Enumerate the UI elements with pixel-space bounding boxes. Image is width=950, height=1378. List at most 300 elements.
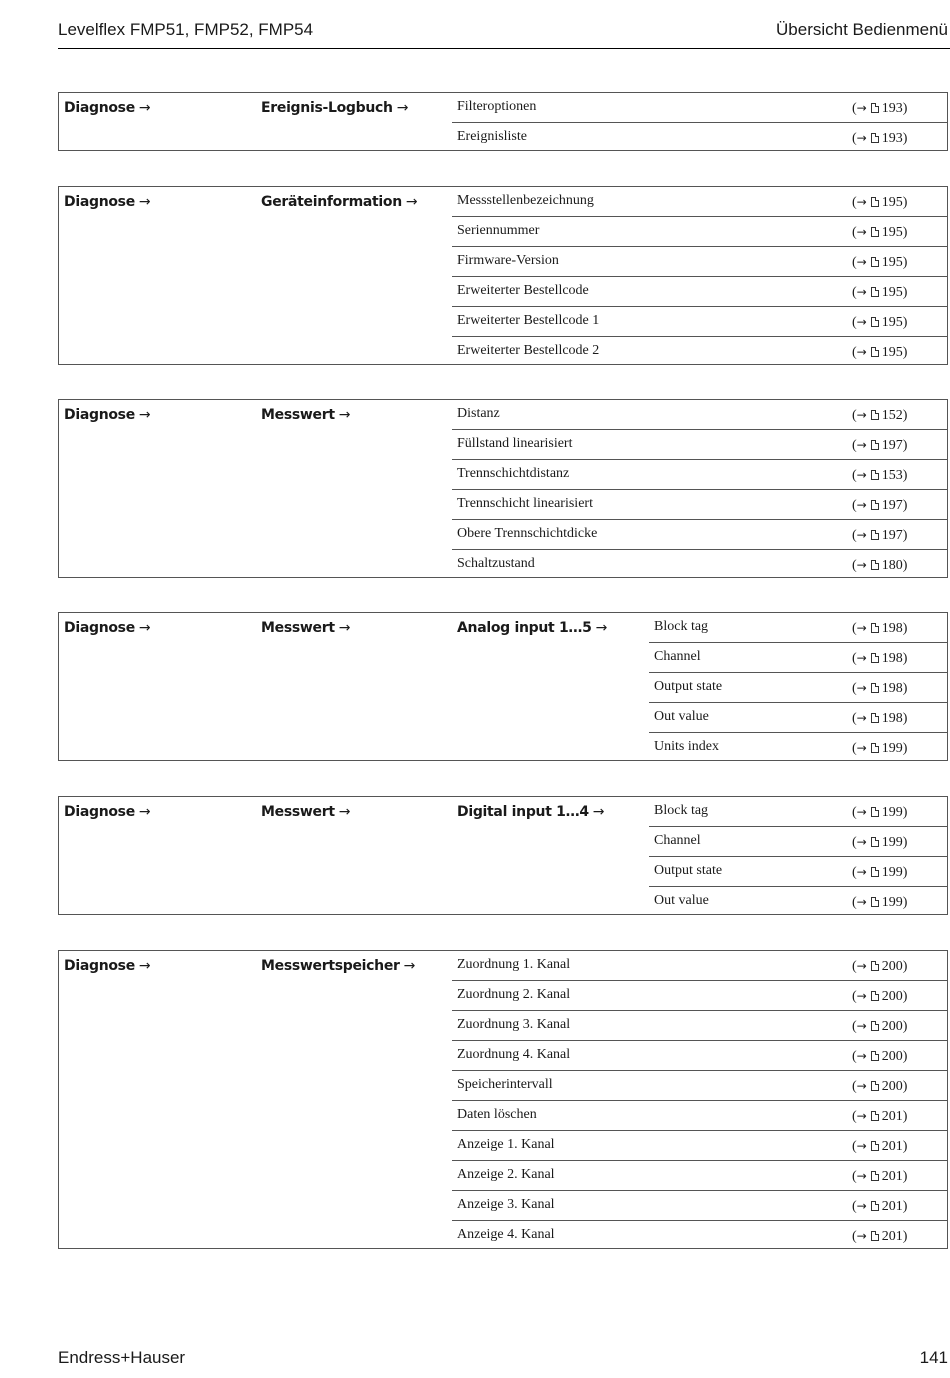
- paren-close: ): [902, 1169, 908, 1184]
- header-divider: [58, 48, 950, 49]
- menu-path-label: Diagnose: [64, 194, 135, 210]
- paren-close: ): [902, 101, 908, 116]
- menu-path-item: [64, 951, 150, 981]
- parameter-row: [452, 400, 947, 430]
- page-reference-number: 197: [881, 438, 903, 453]
- page-reference-link[interactable]: [852, 643, 907, 674]
- parameter-row: [452, 337, 947, 367]
- parameter-row: [452, 520, 947, 550]
- menu-path-item: [457, 613, 607, 643]
- paren-open: (: [852, 895, 857, 910]
- parameter-label: Output state: [654, 679, 723, 694]
- parameter-row: [452, 1221, 947, 1251]
- parameter-label: Block tag: [654, 803, 709, 818]
- page-reference-link[interactable]: [852, 857, 907, 888]
- page-reference-link[interactable]: [852, 1161, 907, 1192]
- paren-close: ): [902, 285, 908, 300]
- section-title: Übersicht Bedienmenü: [776, 20, 948, 39]
- parameter-row: [452, 981, 947, 1011]
- paren-close: ): [902, 468, 908, 483]
- page-reference-link[interactable]: [852, 797, 907, 828]
- page-reference-number: 195: [881, 285, 903, 300]
- page-reference-number: 198: [881, 621, 903, 636]
- arrow-right-icon: →: [856, 621, 867, 635]
- parameter-label: Channel: [654, 649, 701, 664]
- page-reference-icon: [871, 317, 879, 327]
- paren-close: ): [902, 528, 908, 543]
- parameter-row: [452, 307, 947, 337]
- paren-open: (: [852, 468, 857, 483]
- page-reference-icon: [871, 197, 879, 207]
- arrow-right-icon: →: [856, 1229, 867, 1243]
- menu-path-item: [64, 797, 150, 827]
- document-title: Levelflex FMP51, FMP52, FMP54: [58, 20, 314, 39]
- menu-block: [58, 796, 948, 915]
- arrow-right-icon: →: [856, 959, 867, 973]
- page-reference-link[interactable]: [852, 337, 907, 368]
- page-reference-link[interactable]: [852, 93, 907, 124]
- page-reference-link[interactable]: [852, 1041, 907, 1072]
- parameter-label: Speicherintervall: [457, 1077, 553, 1092]
- page-reference-icon: [871, 1081, 879, 1091]
- paren-close: ): [902, 558, 908, 573]
- page-reference-number: 199: [881, 805, 903, 820]
- arrow-right-icon: →: [595, 620, 608, 636]
- page-reference-number: 201: [881, 1169, 903, 1184]
- page-reference-number: 195: [881, 315, 903, 330]
- parameter-row: [452, 217, 947, 247]
- menu-path-label: Messwertspeicher: [261, 958, 400, 974]
- parameter-label: Trennschicht linearisiert: [457, 496, 593, 511]
- page-reference-number: 195: [881, 345, 903, 360]
- page-reference-link[interactable]: [852, 1131, 907, 1162]
- arrow-right-icon: →: [138, 407, 151, 423]
- page-reference-icon: [871, 1051, 879, 1061]
- paren-close: ): [902, 835, 908, 850]
- parameter-row: [649, 857, 947, 887]
- parameter-label: Seriennummer: [457, 223, 540, 238]
- parameter-row: [452, 1101, 947, 1131]
- arrow-right-icon: →: [856, 468, 867, 482]
- parameter-row: [452, 430, 947, 460]
- paren-close: ): [902, 651, 908, 666]
- arrow-right-icon: →: [338, 620, 351, 636]
- parameter-label: Füllstand linearisiert: [457, 436, 573, 451]
- arrow-right-icon: →: [138, 804, 151, 820]
- parameter-row: [452, 1071, 947, 1101]
- parameter-label: Schaltzustand: [457, 556, 535, 571]
- page-reference-icon: [871, 1231, 879, 1241]
- page-reference-icon: [871, 991, 879, 1001]
- parameter-row: [452, 951, 947, 981]
- page-reference-number: 197: [881, 528, 903, 543]
- paren-open: (: [852, 195, 857, 210]
- parameter-list: [649, 797, 947, 917]
- arrow-right-icon: →: [138, 958, 151, 974]
- arrow-right-icon: →: [856, 895, 867, 909]
- parameter-label: Anzeige 4. Kanal: [457, 1227, 555, 1242]
- page-reference-icon: [871, 1021, 879, 1031]
- paren-open: (: [852, 621, 857, 636]
- page-reference-icon: [871, 837, 879, 847]
- page-reference-link[interactable]: [852, 1221, 907, 1252]
- paren-close: ): [902, 1079, 908, 1094]
- parameter-label: Anzeige 2. Kanal: [457, 1167, 555, 1182]
- menu-path-item: [64, 93, 150, 123]
- page-reference-link[interactable]: [852, 247, 907, 278]
- page-reference-number: 200: [881, 989, 903, 1004]
- page-reference-number: 197: [881, 498, 903, 513]
- page-reference-number: 201: [881, 1139, 903, 1154]
- parameter-row: [452, 93, 947, 123]
- page-reference-link[interactable]: [852, 550, 907, 581]
- paren-open: (: [852, 835, 857, 850]
- arrow-right-icon: →: [856, 1139, 867, 1153]
- parameter-label: Obere Trennschichtdicke: [457, 526, 598, 541]
- paren-open: (: [852, 741, 857, 756]
- paren-close: ): [902, 1199, 908, 1214]
- arrow-right-icon: →: [856, 835, 867, 849]
- paren-close: ): [902, 711, 908, 726]
- paren-open: (: [852, 1049, 857, 1064]
- paren-close: ): [902, 1019, 908, 1034]
- parameter-label: Daten löschen: [457, 1107, 537, 1122]
- page-reference-link[interactable]: [852, 981, 907, 1012]
- paren-close: ): [902, 1049, 908, 1064]
- arrow-right-icon: →: [856, 1079, 867, 1093]
- parameter-label: Filteroptionen: [457, 99, 537, 114]
- page-reference-link[interactable]: [852, 400, 907, 431]
- page-reference-link[interactable]: [852, 673, 907, 704]
- paren-close: ): [902, 865, 908, 880]
- paren-open: (: [852, 558, 857, 573]
- page-reference-number: 195: [881, 225, 903, 240]
- paren-close: ): [902, 498, 908, 513]
- parameter-row: [452, 550, 947, 580]
- arrow-right-icon: →: [856, 1049, 867, 1063]
- paren-open: (: [852, 285, 857, 300]
- arrow-right-icon: →: [856, 1169, 867, 1183]
- page-reference-link[interactable]: [852, 827, 907, 858]
- arrow-right-icon: →: [338, 804, 351, 820]
- page-reference-icon: [871, 500, 879, 510]
- page-reference-number: 193: [881, 131, 903, 146]
- page-reference-icon: [871, 560, 879, 570]
- page-reference-icon: [871, 257, 879, 267]
- paren-close: ): [902, 225, 908, 240]
- paren-close: ): [902, 1109, 908, 1124]
- page-reference-number: 200: [881, 1049, 903, 1064]
- menu-path-item: [261, 400, 350, 430]
- parameter-list: [452, 951, 947, 1251]
- page-reference-number: 198: [881, 681, 903, 696]
- menu-path-label: Diagnose: [64, 100, 135, 116]
- paren-open: (: [852, 131, 857, 146]
- paren-open: (: [852, 1019, 857, 1034]
- page-reference-number: 193: [881, 101, 903, 116]
- arrow-right-icon: →: [856, 195, 867, 209]
- page-reference-link[interactable]: [852, 430, 907, 461]
- parameter-label: Out value: [654, 893, 709, 908]
- page-reference-icon: [871, 470, 879, 480]
- arrow-right-icon: →: [138, 100, 151, 116]
- parameter-row: [649, 613, 947, 643]
- page-reference-icon: [871, 623, 879, 633]
- arrow-right-icon: →: [856, 131, 867, 145]
- paren-open: (: [852, 711, 857, 726]
- paren-close: ): [902, 621, 908, 636]
- page-reference-icon: [871, 287, 879, 297]
- page-number: 141: [919, 1348, 948, 1367]
- parameter-label: Anzeige 1. Kanal: [457, 1137, 555, 1152]
- page-reference-icon: [871, 713, 879, 723]
- paren-open: (: [852, 1229, 857, 1244]
- paren-open: (: [852, 1199, 857, 1214]
- menu-path-label: Diagnose: [64, 407, 135, 423]
- parameter-row: [649, 827, 947, 857]
- menu-path-label: Digital input 1…4: [457, 804, 589, 820]
- menu-block: [58, 399, 948, 578]
- paren-open: (: [852, 345, 857, 360]
- paren-open: (: [852, 959, 857, 974]
- menu-block: [58, 950, 948, 1249]
- page-reference-link[interactable]: [852, 1071, 907, 1102]
- arrow-right-icon: →: [856, 438, 867, 452]
- page-reference-link[interactable]: [852, 887, 907, 918]
- arrow-right-icon: →: [856, 285, 867, 299]
- page-reference-icon: [871, 440, 879, 450]
- parameter-label: Messstellenbezeichnung: [457, 193, 594, 208]
- parameter-label: Output state: [654, 863, 723, 878]
- paren-open: (: [852, 528, 857, 543]
- menu-path-label: Messwert: [261, 407, 335, 423]
- parameter-label: Zuordnung 4. Kanal: [457, 1047, 571, 1062]
- paren-open: (: [852, 408, 857, 423]
- paren-close: ): [902, 195, 908, 210]
- parameter-row: [649, 887, 947, 917]
- paren-close: ): [902, 1139, 908, 1154]
- parameter-list: [452, 187, 947, 367]
- parameter-row: [452, 490, 947, 520]
- page-reference-link[interactable]: [852, 277, 907, 308]
- page-reference-number: 199: [881, 895, 903, 910]
- page-reference-link[interactable]: [852, 307, 907, 338]
- page-reference-number: 198: [881, 651, 903, 666]
- paren-open: (: [852, 1079, 857, 1094]
- page-reference-icon: [871, 653, 879, 663]
- arrow-right-icon: →: [856, 528, 867, 542]
- page-reference-icon: [871, 867, 879, 877]
- parameter-row: [649, 797, 947, 827]
- menu-path-label: Diagnose: [64, 958, 135, 974]
- paren-close: ): [902, 989, 908, 1004]
- parameter-label: Block tag: [654, 619, 709, 634]
- paren-open: (: [852, 1169, 857, 1184]
- page-reference-link[interactable]: [852, 123, 907, 154]
- page-reference-number: 199: [881, 835, 903, 850]
- page-reference-number: 200: [881, 959, 903, 974]
- parameter-row: [649, 673, 947, 703]
- page-reference-link[interactable]: [852, 951, 907, 982]
- paren-close: ): [902, 255, 908, 270]
- parameter-row: [452, 1131, 947, 1161]
- arrow-right-icon: →: [396, 100, 409, 116]
- parameter-list: [452, 400, 947, 580]
- arrow-right-icon: →: [592, 804, 605, 820]
- menu-path-item: [261, 93, 408, 123]
- paren-open: (: [852, 989, 857, 1004]
- menu-path-item: [457, 797, 604, 827]
- parameter-label: Erweiterter Bestellcode 1: [457, 313, 600, 328]
- arrow-right-icon: →: [856, 1019, 867, 1033]
- paren-open: (: [852, 255, 857, 270]
- page-reference-icon: [871, 961, 879, 971]
- paren-close: ): [902, 438, 908, 453]
- paren-open: (: [852, 101, 857, 116]
- parameter-label: Zuordnung 1. Kanal: [457, 957, 571, 972]
- parameter-row: [452, 247, 947, 277]
- page-reference-icon: [871, 807, 879, 817]
- paren-close: ): [902, 1229, 908, 1244]
- parameter-label: Trennschichtdistanz: [457, 466, 570, 481]
- arrow-right-icon: →: [856, 225, 867, 239]
- page-reference-number: 199: [881, 865, 903, 880]
- page-reference-number: 180: [881, 558, 903, 573]
- footer-brand: Endress+Hauser: [58, 1348, 186, 1367]
- paren-close: ): [902, 131, 908, 146]
- parameter-label: Out value: [654, 709, 709, 724]
- page-reference-number: 201: [881, 1229, 903, 1244]
- paren-open: (: [852, 805, 857, 820]
- parameter-label: Erweiterter Bestellcode: [457, 283, 589, 298]
- page-reference-icon: [871, 743, 879, 753]
- page-reference-link[interactable]: [852, 613, 907, 644]
- arrow-right-icon: →: [856, 498, 867, 512]
- menu-path-item: [64, 187, 150, 217]
- arrow-right-icon: →: [856, 408, 867, 422]
- arrow-right-icon: →: [138, 620, 151, 636]
- page-reference-link[interactable]: [852, 460, 907, 491]
- page-reference-number: 153: [881, 468, 903, 483]
- parameter-row: [452, 1191, 947, 1221]
- paren-close: ): [902, 741, 908, 756]
- menu-path-item: [261, 613, 350, 643]
- paren-close: ): [902, 805, 908, 820]
- parameter-list: [649, 613, 947, 763]
- menu-path-item: [261, 951, 415, 981]
- menu-block: [58, 612, 948, 761]
- page-reference-icon: [871, 1201, 879, 1211]
- page-reference-icon: [871, 410, 879, 420]
- paren-close: ): [902, 408, 908, 423]
- parameter-label: Anzeige 3. Kanal: [457, 1197, 555, 1212]
- paren-close: ): [902, 315, 908, 330]
- page-reference-number: 195: [881, 195, 903, 210]
- page-reference-number: 199: [881, 741, 903, 756]
- arrow-right-icon: →: [856, 711, 867, 725]
- page-reference-link[interactable]: [852, 1101, 907, 1132]
- paren-open: (: [852, 1109, 857, 1124]
- paren-open: (: [852, 1139, 857, 1154]
- paren-open: (: [852, 315, 857, 330]
- arrow-right-icon: →: [403, 958, 416, 974]
- page-reference-link[interactable]: [852, 733, 907, 764]
- parameter-row: [649, 643, 947, 673]
- parameter-label: Erweiterter Bestellcode 2: [457, 343, 600, 358]
- arrow-right-icon: →: [856, 1109, 867, 1123]
- arrow-right-icon: →: [338, 407, 351, 423]
- page-reference-icon: [871, 897, 879, 907]
- parameter-row: [452, 123, 947, 153]
- arrow-right-icon: →: [856, 558, 867, 572]
- page-reference-icon: [871, 683, 879, 693]
- menu-path-label: Geräteinformation: [261, 194, 402, 210]
- page-reference-icon: [871, 347, 879, 357]
- page-reference-icon: [871, 133, 879, 143]
- paren-close: ): [902, 895, 908, 910]
- arrow-right-icon: →: [856, 681, 867, 695]
- arrow-right-icon: →: [856, 1199, 867, 1213]
- page-reference-link[interactable]: [852, 520, 907, 551]
- menu-path-label: Diagnose: [64, 804, 135, 820]
- paren-open: (: [852, 225, 857, 240]
- page-reference-number: 201: [881, 1109, 903, 1124]
- parameter-list: [452, 93, 947, 153]
- paren-close: ): [902, 959, 908, 974]
- parameter-label: Channel: [654, 833, 701, 848]
- page-reference-number: 198: [881, 711, 903, 726]
- parameter-row: [649, 703, 947, 733]
- parameter-row: [452, 1161, 947, 1191]
- page-reference-number: 152: [881, 408, 903, 423]
- menu-path-item: [64, 613, 150, 643]
- arrow-right-icon: →: [856, 345, 867, 359]
- parameter-row: [452, 1011, 947, 1041]
- paren-close: ): [902, 345, 908, 360]
- page-reference-link[interactable]: [852, 1191, 907, 1222]
- menu-path-item: [261, 187, 417, 217]
- menu-path-label: Diagnose: [64, 620, 135, 636]
- parameter-row: [452, 460, 947, 490]
- arrow-right-icon: →: [138, 194, 151, 210]
- parameter-row: [452, 277, 947, 307]
- parameter-row: [649, 733, 947, 763]
- paren-open: (: [852, 651, 857, 666]
- page-reference-link[interactable]: [852, 187, 907, 218]
- page-reference-link[interactable]: [852, 217, 907, 248]
- arrow-right-icon: →: [405, 194, 418, 210]
- paren-open: (: [852, 498, 857, 513]
- arrow-right-icon: →: [856, 805, 867, 819]
- page-reference-number: 201: [881, 1199, 903, 1214]
- page-reference-link[interactable]: [852, 703, 907, 734]
- paren-open: (: [852, 681, 857, 696]
- menu-path-label: Ereignis-Logbuch: [261, 100, 393, 116]
- arrow-right-icon: →: [856, 865, 867, 879]
- page-reference-link[interactable]: [852, 1011, 907, 1042]
- page-reference-icon: [871, 1171, 879, 1181]
- arrow-right-icon: →: [856, 101, 867, 115]
- paren-open: (: [852, 865, 857, 880]
- page-reference-icon: [871, 103, 879, 113]
- page-reference-icon: [871, 530, 879, 540]
- paren-open: (: [852, 438, 857, 453]
- menu-path-item: [261, 797, 350, 827]
- page-reference-number: 200: [881, 1019, 903, 1034]
- parameter-label: Zuordnung 3. Kanal: [457, 1017, 571, 1032]
- page-reference-link[interactable]: [852, 490, 907, 521]
- parameter-row: [452, 187, 947, 217]
